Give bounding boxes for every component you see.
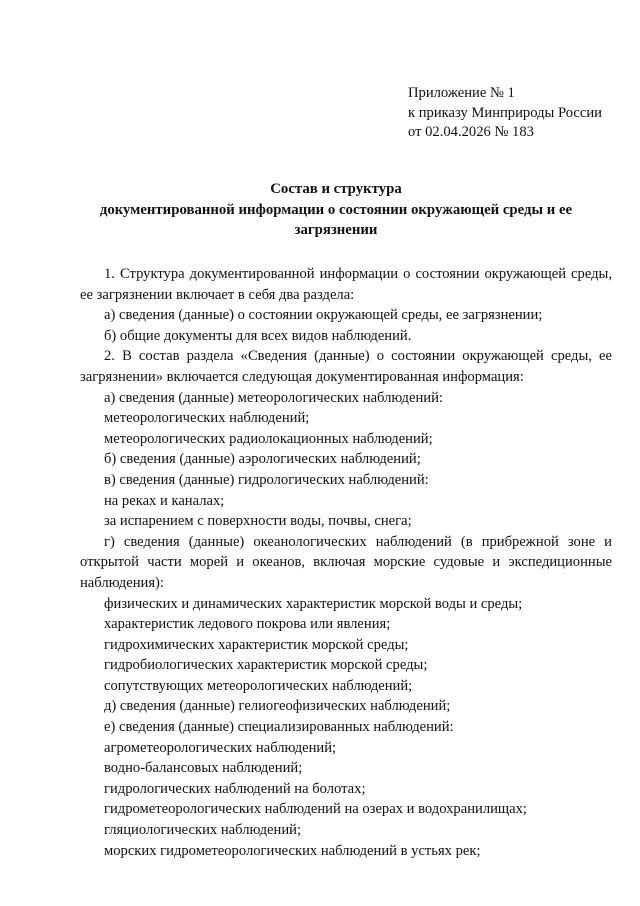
paragraph-1b: б) общие документы для всех видов наблюдений. bbox=[104, 327, 412, 344]
appendix-header bbox=[408, 84, 633, 143]
list-item: физических и динамических характеристик морской воды и среды; bbox=[104, 595, 523, 612]
list-item: е) сведения (данные) специализированных наблюдений: bbox=[104, 719, 454, 736]
list-item: на реках и каналах; bbox=[104, 492, 225, 509]
title-line-3: загрязнении bbox=[294, 222, 378, 238]
list-item: а) сведения (данные) метеорологических наблюдений: bbox=[104, 389, 443, 406]
appendix-number: Приложение № 1 bbox=[408, 85, 515, 101]
list-item: гидрохимических характеристик морской среды; bbox=[104, 636, 409, 653]
list-item: гидробиологических характеристик морской среды; bbox=[104, 657, 428, 674]
list-item: сопутствующих метеорологических наблюдений; bbox=[104, 677, 413, 694]
appendix-order-date: от 02.04.2026 № 183 bbox=[408, 124, 534, 140]
list-item: агрометеорологических наблюдений; bbox=[104, 739, 337, 756]
list-item: морских гидрометеорологических наблюдений в устьях рек; bbox=[104, 842, 481, 859]
list-item: гидрометеорологических наблюдений на озерах и водохранилищах; bbox=[104, 801, 527, 818]
paragraph-1: 1. Структура документированной информации о состоянии окружающей среды, ее загрязнении включает в себя два раздела: bbox=[80, 266, 612, 303]
appendix-order-reference: к приказу Минприроды России bbox=[408, 104, 602, 121]
list-item: гляциологических наблюдений; bbox=[104, 822, 302, 839]
list-item: г) сведения (данные) океанологических наблюдений (в прибрежной зоне и открытой части морей и океанов, включая морские судовые и экспедиционные наблюдения): bbox=[80, 533, 612, 591]
list-item: за испарением с поверхности воды, почвы, снега; bbox=[104, 513, 412, 530]
list-item: метеорологических наблюдений; bbox=[104, 410, 310, 427]
paragraph-1a: а) сведения (данные) о состоянии окружающей среды, ее загрязнении; bbox=[104, 307, 543, 324]
title-line-2: документированной информации о состоянии окружающей среды и ее bbox=[99, 201, 573, 218]
paragraph-2: 2. В состав раздела «Сведения (данные) о состоянии окружающей среды, ее загрязнении» включается следующая документированная информация: bbox=[80, 348, 612, 385]
document-title bbox=[60, 179, 612, 241]
list-item: характеристик ледового покрова или явления; bbox=[104, 616, 391, 633]
title-line-1: Состав и структура bbox=[270, 181, 402, 197]
document-body bbox=[80, 264, 612, 861]
list-item: д) сведения (данные) гелиогеофизических наблюдений; bbox=[104, 698, 451, 715]
list-item: водно-балансовых наблюдений; bbox=[104, 760, 303, 777]
list-item: метеорологических радиолокационных наблюдений; bbox=[104, 430, 433, 447]
list-item: в) сведения (данные) гидрологических наблюдений: bbox=[104, 471, 429, 488]
list-item: б) сведения (данные) аэрологических наблюдений; bbox=[104, 451, 421, 468]
list-item: гидрологических наблюдений на болотах; bbox=[104, 780, 366, 797]
